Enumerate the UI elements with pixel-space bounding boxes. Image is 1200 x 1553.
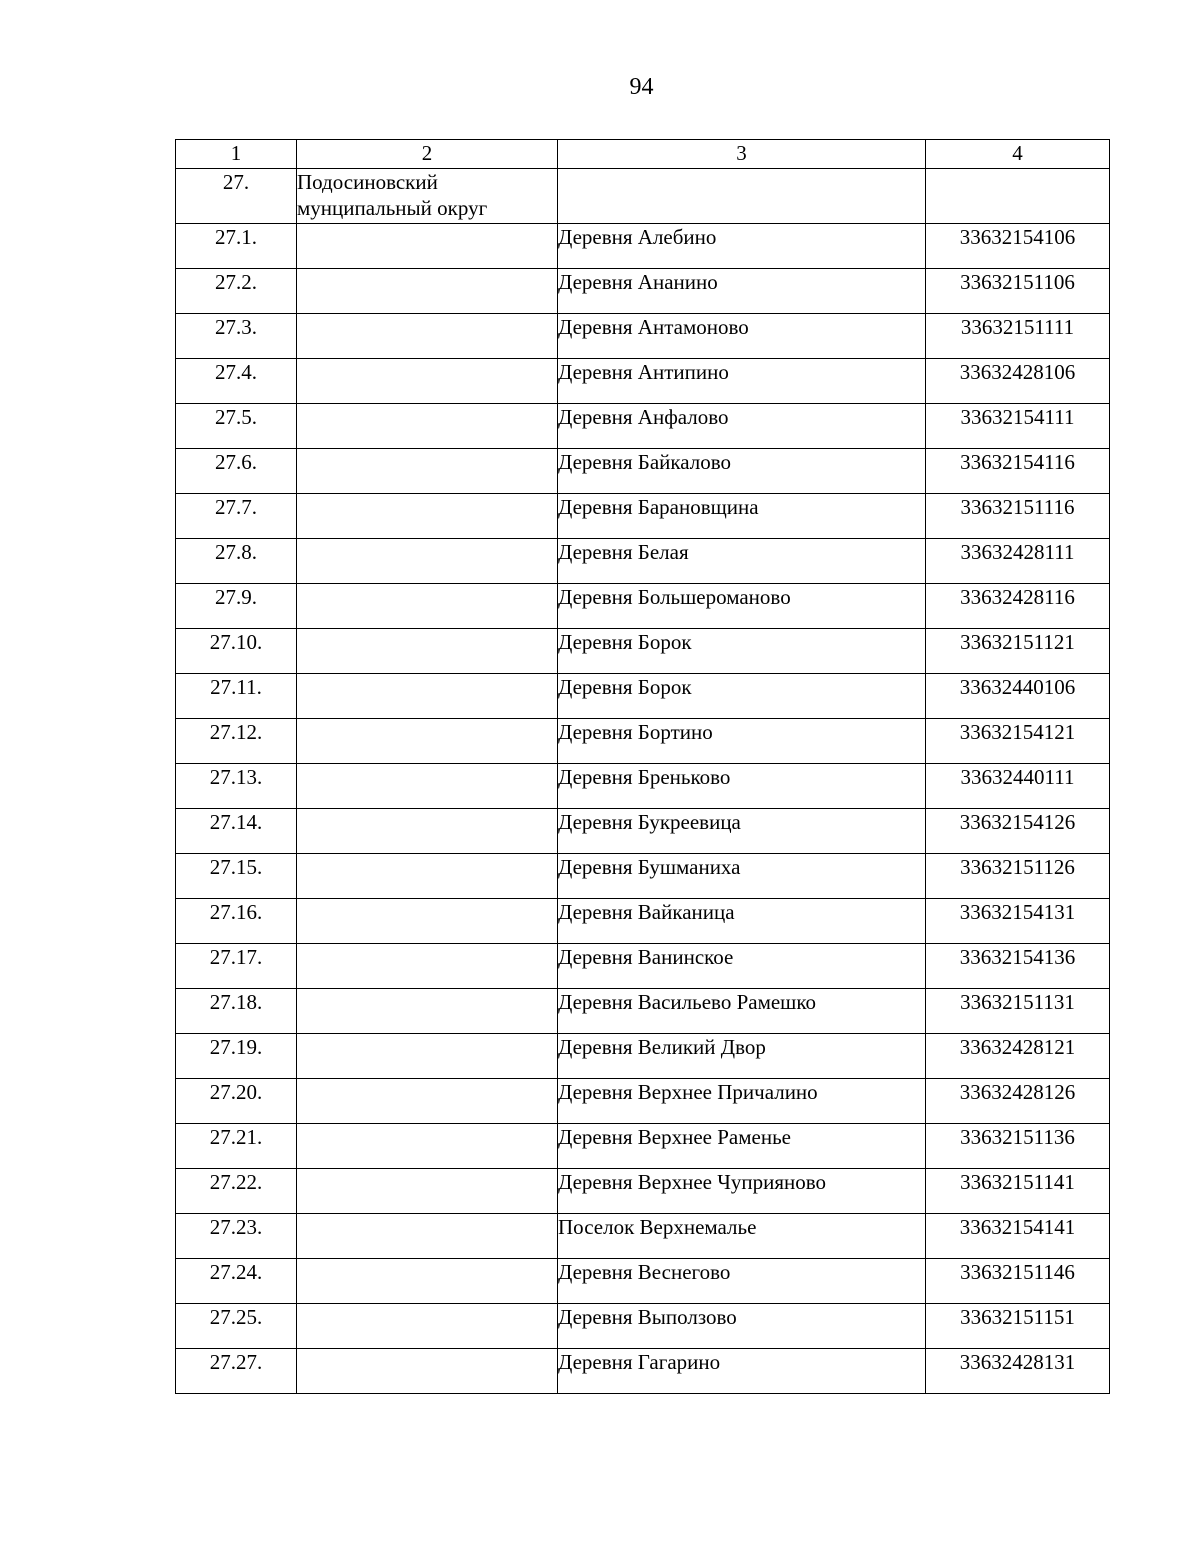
settlement-code-cell: 33632151146 — [926, 1259, 1110, 1304]
settlement-code-cell: 33632154121 — [926, 719, 1110, 764]
settlement-code-cell: 33632151151 — [926, 1304, 1110, 1349]
row-number-cell: 27.18. — [176, 989, 297, 1034]
table-row — [176, 719, 1110, 764]
section-code-cell — [926, 169, 1110, 224]
table-row — [176, 1124, 1110, 1169]
settlement-name-cell: Деревня Бреньково — [558, 764, 926, 809]
row-number-cell: 27.10. — [176, 629, 297, 674]
settlement-code-cell: 33632440111 — [926, 764, 1110, 809]
row-col2-cell — [297, 1259, 558, 1304]
row-col2-cell — [297, 809, 558, 854]
table-row — [176, 944, 1110, 989]
table-row — [176, 1349, 1110, 1394]
settlement-code-cell: 33632154116 — [926, 449, 1110, 494]
settlement-name-cell: Деревня Ананино — [558, 269, 926, 314]
settlement-name-cell: Деревня Барановщина — [558, 494, 926, 539]
settlement-name-cell: Деревня Большероманово — [558, 584, 926, 629]
row-number-cell: 27.1. — [176, 224, 297, 269]
settlement-name-cell: Деревня Бушманиха — [558, 854, 926, 899]
settlement-name-cell: Деревня Васильево Рамешко — [558, 989, 926, 1034]
settlement-code-cell: 33632151111 — [926, 314, 1110, 359]
settlement-code-cell: 33632151116 — [926, 494, 1110, 539]
table-row — [176, 539, 1110, 584]
row-number-cell: 27.20. — [176, 1079, 297, 1124]
row-number-cell: 27.5. — [176, 404, 297, 449]
table-row — [176, 899, 1110, 944]
row-col2-cell — [297, 944, 558, 989]
table-row — [176, 809, 1110, 854]
settlement-code-cell: 33632154126 — [926, 809, 1110, 854]
row-col2-cell — [297, 764, 558, 809]
table-row — [176, 674, 1110, 719]
table-row — [176, 764, 1110, 809]
table-row — [176, 1169, 1110, 1214]
district-name-line2: мунципальный округ — [297, 196, 488, 220]
settlement-code-cell: 33632428111 — [926, 539, 1110, 584]
settlement-code-cell: 33632440106 — [926, 674, 1110, 719]
settlement-name-cell: Деревня Ванинское — [558, 944, 926, 989]
table-row — [176, 584, 1110, 629]
row-col2-cell — [297, 1079, 558, 1124]
settlement-code-cell: 33632151106 — [926, 269, 1110, 314]
settlement-code-cell: 33632154111 — [926, 404, 1110, 449]
row-number-cell: 27.4. — [176, 359, 297, 404]
table-row — [176, 1259, 1110, 1304]
row-col2-cell — [297, 359, 558, 404]
row-col2-cell — [297, 1349, 558, 1394]
settlement-name-cell: Деревня Великий Двор — [558, 1034, 926, 1079]
settlement-code-cell: 33632154136 — [926, 944, 1110, 989]
settlement-name-cell: Деревня Букреевица — [558, 809, 926, 854]
row-number-cell: 27.17. — [176, 944, 297, 989]
table-header-row — [176, 140, 1110, 169]
row-col2-cell — [297, 449, 558, 494]
row-number-cell: 27.9. — [176, 584, 297, 629]
row-col2-cell — [297, 1124, 558, 1169]
settlement-code-cell: 33632428126 — [926, 1079, 1110, 1124]
section-row — [176, 169, 1110, 224]
settlement-name-cell: Деревня Борок — [558, 629, 926, 674]
settlement-code-cell: 33632151136 — [926, 1124, 1110, 1169]
row-col2-cell — [297, 1214, 558, 1259]
settlement-name-cell: Деревня Борок — [558, 674, 926, 719]
row-number-cell: 27.24. — [176, 1259, 297, 1304]
settlement-code-cell: 33632428106 — [926, 359, 1110, 404]
row-col2-cell — [297, 404, 558, 449]
section-number: 27. — [176, 169, 297, 224]
row-number-cell: 27.3. — [176, 314, 297, 359]
row-col2-cell — [297, 629, 558, 674]
table-row — [176, 1214, 1110, 1259]
table-row — [176, 359, 1110, 404]
settlement-name-cell: Деревня Верхнее Раменье — [558, 1124, 926, 1169]
header-cell-4: 4 — [926, 140, 1110, 169]
table-row — [176, 314, 1110, 359]
district-name-line1: Подосиновский — [297, 170, 438, 194]
row-number-cell: 27.6. — [176, 449, 297, 494]
section-name-cell — [558, 169, 926, 224]
row-col2-cell — [297, 899, 558, 944]
row-number-cell: 27.22. — [176, 1169, 297, 1214]
settlement-name-cell: Деревня Веснегово — [558, 1259, 926, 1304]
table-row — [176, 1034, 1110, 1079]
settlement-name-cell: Деревня Байкалово — [558, 449, 926, 494]
settlement-name-cell: Поселок Верхнемалье — [558, 1214, 926, 1259]
table-row — [176, 989, 1110, 1034]
settlement-code-cell: 33632151141 — [926, 1169, 1110, 1214]
table-row — [176, 854, 1110, 899]
header-cell-1: 1 — [176, 140, 297, 169]
row-number-cell: 27.14. — [176, 809, 297, 854]
table-row — [176, 269, 1110, 314]
row-number-cell: 27.27. — [176, 1349, 297, 1394]
row-number-cell: 27.2. — [176, 269, 297, 314]
settlement-name-cell: Деревня Бортино — [558, 719, 926, 764]
row-col2-cell — [297, 539, 558, 584]
settlement-name-cell: Деревня Гагарино — [558, 1349, 926, 1394]
row-number-cell: 27.16. — [176, 899, 297, 944]
header-cell-3: 3 — [558, 140, 926, 169]
row-number-cell: 27.21. — [176, 1124, 297, 1169]
settlement-code-cell: 33632428131 — [926, 1349, 1110, 1394]
row-number-cell: 27.19. — [176, 1034, 297, 1079]
row-number-cell: 27.23. — [176, 1214, 297, 1259]
table-row — [176, 1304, 1110, 1349]
table-row — [176, 449, 1110, 494]
district-name-cell — [297, 169, 558, 224]
row-col2-cell — [297, 314, 558, 359]
row-number-cell: 27.11. — [176, 674, 297, 719]
table-row — [176, 224, 1110, 269]
page-number: 94 — [629, 74, 654, 100]
row-col2-cell — [297, 269, 558, 314]
row-number-cell: 27.7. — [176, 494, 297, 539]
settlement-code-cell: 33632154106 — [926, 224, 1110, 269]
settlement-code-cell: 33632154141 — [926, 1214, 1110, 1259]
settlements-table — [175, 139, 1110, 1394]
settlement-name-cell: Деревня Алебино — [558, 224, 926, 269]
settlement-code-cell: 33632151131 — [926, 989, 1110, 1034]
table-row — [176, 494, 1110, 539]
row-number-cell: 27.15. — [176, 854, 297, 899]
settlement-code-cell: 33632154131 — [926, 899, 1110, 944]
row-col2-cell — [297, 989, 558, 1034]
row-col2-cell — [297, 1169, 558, 1214]
row-number-cell: 27.25. — [176, 1304, 297, 1349]
table-row — [176, 1079, 1110, 1124]
row-col2-cell — [297, 1304, 558, 1349]
settlement-code-cell: 33632428121 — [926, 1034, 1110, 1079]
settlement-name-cell: Деревня Верхнее Чуприяново — [558, 1169, 926, 1214]
row-col2-cell — [297, 719, 558, 764]
settlement-name-cell: Деревня Анфалово — [558, 404, 926, 449]
header-cell-2: 2 — [297, 140, 558, 169]
row-number-cell: 27.12. — [176, 719, 297, 764]
settlement-code-cell: 33632151126 — [926, 854, 1110, 899]
settlement-code-cell: 33632151121 — [926, 629, 1110, 674]
row-col2-cell — [297, 224, 558, 269]
settlement-name-cell: Деревня Белая — [558, 539, 926, 584]
settlement-name-cell: Деревня Выползово — [558, 1304, 926, 1349]
row-col2-cell — [297, 674, 558, 719]
row-number-cell: 27.13. — [176, 764, 297, 809]
table-row — [176, 404, 1110, 449]
settlement-name-cell: Деревня Вайканица — [558, 899, 926, 944]
row-col2-cell — [297, 494, 558, 539]
settlement-name-cell: Деревня Антамоново — [558, 314, 926, 359]
row-col2-cell — [297, 1034, 558, 1079]
row-col2-cell — [297, 584, 558, 629]
settlement-name-cell: Деревня Антипино — [558, 359, 926, 404]
row-col2-cell — [297, 854, 558, 899]
settlement-code-cell: 33632428116 — [926, 584, 1110, 629]
row-number-cell: 27.8. — [176, 539, 297, 584]
settlement-name-cell: Деревня Верхнее Причалино — [558, 1079, 926, 1124]
table-row — [176, 629, 1110, 674]
